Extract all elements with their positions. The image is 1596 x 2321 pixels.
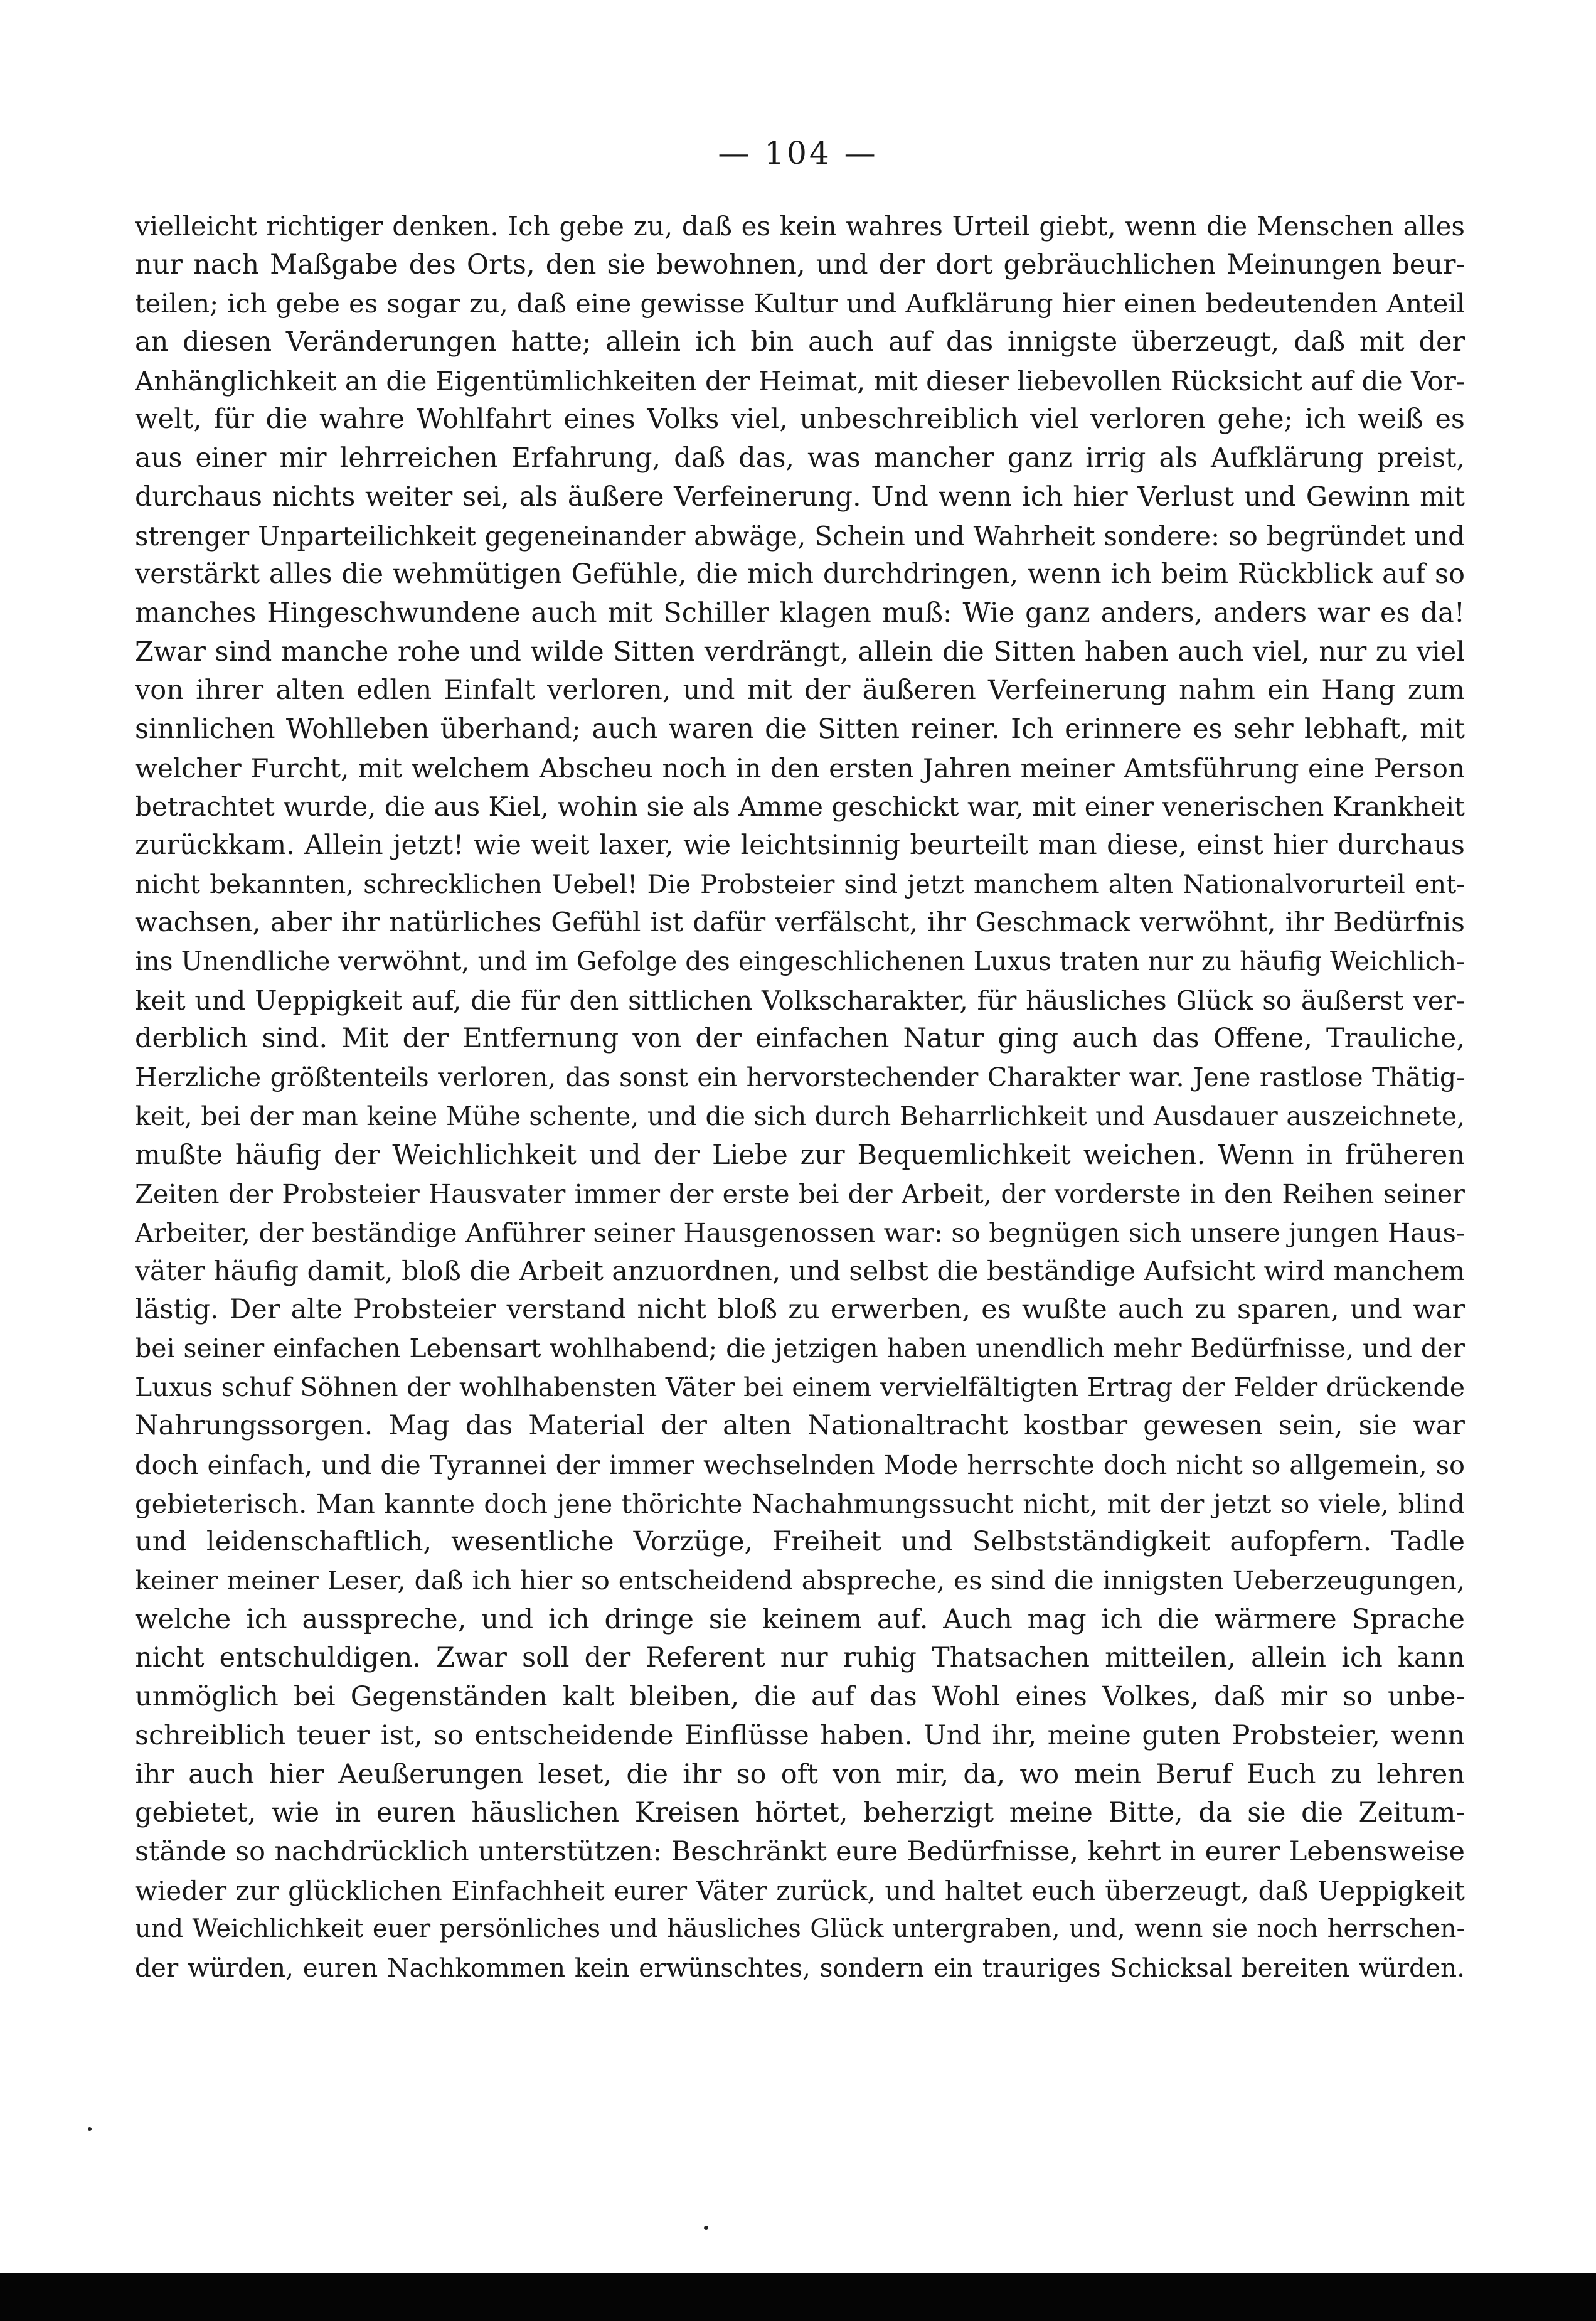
text-line: an diesen Veränderungen hatte; allein ich bin auch auf das innigste überzeugt, daß mit der — [135, 326, 1465, 358]
text-line: wieder zur glücklichen Einfachheit eurer Väter zurück, und haltet euch überzeugt, daß Ueppigkeit — [135, 1875, 1465, 1906]
ink-speck — [88, 2127, 92, 2131]
text-line: keiner meiner Leser, daß ich hier so entscheidend abspreche, es sind die innigsten Ueberzeugungen, — [135, 1566, 1465, 1596]
text-line: lästig. Der alte Probsteier verstand nicht bloß zu erwerben, es wußte auch zu sparen, und war — [135, 1294, 1465, 1326]
text-line: welche ich ausspreche, und ich dringe sie keinem auf. Auch mag ich die wärmere Sprache — [135, 1603, 1465, 1635]
text-line: nur nach Maßgabe des Orts, den sie bewohnen, und der dort gebräuchlichen Meinungen beur- — [135, 248, 1465, 280]
text-line: strenger Unparteilichkeit gegeneinander abwäge, Schein und Wahrheit sondere: so begründet und — [135, 520, 1465, 552]
text-line: welcher Furcht, mit welchem Abscheu noch in den ersten Jahren meiner Amtsführung eine Person — [135, 752, 1465, 784]
text-line: stände so nachdrücklich unterstützen: Beschränkt eure Bedürfnisse, kehrt in eurer Lebensweise — [135, 1835, 1465, 1867]
text-line: mußte häufig der Weichlichkeit und der Liebe zur Bequemlichkeit weichen. Wenn in früheren — [135, 1139, 1465, 1171]
text-line: Herzliche größtenteils verloren, das sonst ein hervorstechender Charakter war. Jene rastlose Thätig- — [135, 1062, 1465, 1093]
text-line: betrachtet wurde, die aus Kiel, wohin sie als Amme geschickt war, mit einer venerischen Krankheit — [135, 791, 1465, 823]
text-line: manches Hingeschwundene auch mit Schiller klagen muß: Wie ganz anders, anders war es da! — [135, 597, 1465, 629]
text-line: welt, für die wahre Wohlfahrt eines Volks viel, unbeschreiblich viel verloren gehe; ich weiß es — [135, 403, 1465, 435]
text-line: doch einfach, und die Tyrannei der immer wechselnden Mode herrschte doch nicht so allgemein, so — [135, 1449, 1465, 1480]
text-line: ihr auch hier Aeußerungen leset, die ihr so oft von mir, da, wo mein Beruf Euch zu lehren — [135, 1758, 1465, 1790]
page-number: — 104 — — [718, 135, 878, 171]
text-line: nicht bekannten, schrecklichen Uebel! Die Probsteier sind jetzt manchem alten Nationalvorurteil ent- — [135, 868, 1465, 899]
text-line: vielleicht richtiger denken. Ich gebe zu, daß es kein wahres Urteil giebt, wenn die Menschen alles — [135, 211, 1465, 242]
ink-speck — [704, 2226, 708, 2230]
text-line: durchaus nichts weiter sei, als äußere Verfeinerung. Und wenn ich hier Verlust und Gewinn mit — [135, 481, 1465, 513]
text-line: aus einer mir lehrreichen Erfahrung, daß das, was mancher ganz irrig als Aufklärung preist, — [135, 442, 1465, 474]
text-line: derblich sind. Mit der Entfernung von der einfachen Natur ging auch das Offene, Trauliche, — [135, 1023, 1465, 1055]
text-line: wachsen, aber ihr natürliches Gefühl ist dafür verfälscht, ihr Geschmack verwöhnt, ihr Bedürfnis — [135, 907, 1465, 939]
text-line: keit, bei der man keine Mühe schente, und die sich durch Beharrlichkeit und Ausdauer auszeichnete, — [135, 1101, 1465, 1131]
text-line: bei seiner einfachen Lebensart wohlhabend; die jetzigen haben unendlich mehr Bedürfnisse, und der — [135, 1333, 1465, 1363]
text-line: keit und Ueppigkeit auf, die für den sittlichen Volkscharakter, für häusliches Glück so äußerst ver- — [135, 984, 1465, 1016]
text-line: teilen; ich gebe es sogar zu, daß eine gewisse Kultur und Aufklärung hier einen bedeutenden Anteil — [135, 288, 1465, 319]
text-line: und Weichlichkeit euer persönliches und häusliches Glück untergraben, und, wenn sie noch herrschen- — [135, 1914, 1465, 1944]
body-text — [135, 207, 1465, 1988]
text-line: Zeiten der Probsteier Hausvater immer der erste bei der Arbeit, der vorderste in den Reihen seiner — [135, 1178, 1465, 1210]
text-line: und leidenschaftlich, wesentliche Vorzüge, Freiheit und Selbstständigkeit aufopfern. Tadle — [135, 1526, 1465, 1558]
text-line: Zwar sind manche rohe und wilde Sitten verdrängt, allein die Sitten haben auch viel, nur zu viel — [135, 636, 1465, 668]
text-line: gebietet, wie in euren häuslichen Kreisen hörtet, beherzigt meine Bitte, da sie die Zeitum- — [135, 1797, 1465, 1829]
text-line: väter häufig damit, bloß die Arbeit anzuordnen, und selbst die beständige Aufsicht wird manchem — [135, 1256, 1465, 1287]
text-line: der würden, euren Nachkommen kein erwünschtes, sondern ein trauriges Schicksal bereiten würden. — [135, 1952, 1465, 1983]
text-line: schreiblich teuer ist, so entscheidende Einflüsse haben. Und ihr, meine guten Probsteier, wenn — [135, 1719, 1465, 1751]
text-line: Luxus schuf Söhnen der wohlhabensten Väter bei einem vervielfältigten Ertrag der Felder drückende — [135, 1372, 1465, 1402]
text-line: Arbeiter, der beständige Anführer seiner Hausgenossen war: so begnügen sich unsere jungen Haus- — [135, 1217, 1465, 1248]
text-line: von ihrer alten edlen Einfalt verloren, und mit der äußeren Verfeinerung nahm ein Hang zum — [135, 675, 1465, 707]
text-line: zurückkam. Allein jetzt! wie weit laxer, wie leichtsinnig beurteilt man diese, einst hier durchaus — [135, 830, 1465, 861]
text-line: Nahrungssorgen. Mag das Material der alten Nationaltracht kostbar gewesen sein, sie war — [135, 1410, 1465, 1442]
text-line: sinnlichen Wohlleben überhand; auch waren die Sitten reiner. Ich erinnere es sehr lebhaft, mit — [135, 713, 1465, 745]
text-line: Anhänglichkeit an die Eigentümlichkeiten der Heimat, mit dieser liebevollen Rücksicht auf die Vor- — [135, 365, 1465, 397]
text-line: gebieterisch. Man kannte doch jene thörichte Nachahmungssucht nicht, mit der jetzt so viele, blind — [135, 1488, 1465, 1519]
scan-border-bottom — [0, 2273, 1596, 2321]
text-line: nicht entschuldigen. Zwar soll der Referent nur ruhig Thatsachen mitteilen, allein ich kann — [135, 1642, 1465, 1674]
text-line: ins Unendliche verwöhnt, und im Gefolge des eingeschlichenen Luxus traten nur zu häufig Weichlich- — [135, 946, 1465, 977]
text-line: verstärkt alles die wehmütigen Gefühle, die mich durchdringen, wenn ich beim Rückblick auf so — [135, 558, 1465, 590]
text-line: unmöglich bei Gegenständen kalt bleiben, die auf das Wohl eines Volkes, daß mir so unbe- — [135, 1681, 1465, 1713]
